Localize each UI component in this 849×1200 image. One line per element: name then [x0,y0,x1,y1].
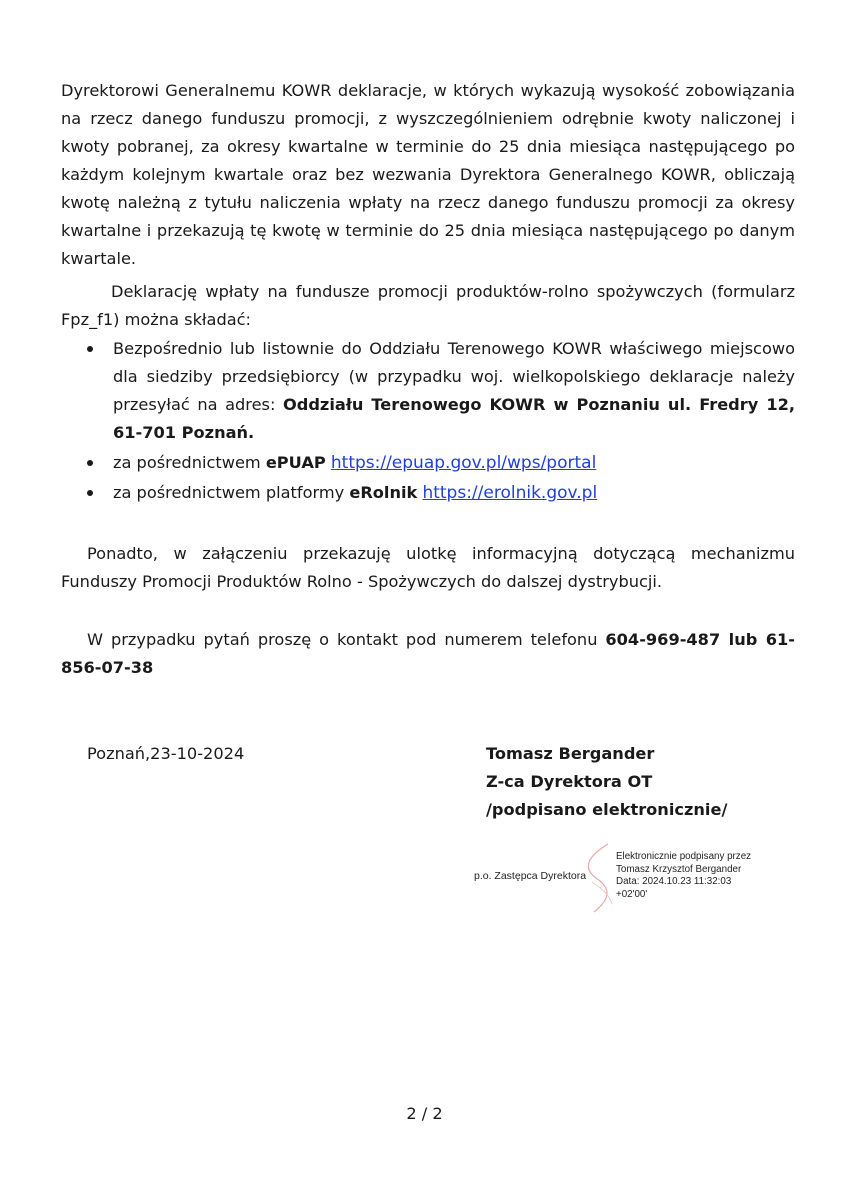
signed-electronically-note: /podpisano elektronicznie/ [486,800,728,819]
bullet-icon [87,490,93,496]
paragraph-declaration-submission: Deklarację wpłaty na fundusze promocji produktów-rolno spożywczych (formularz Fpz_f1) można składać: [61,282,795,329]
epuap-label: ePUAP [265,453,326,472]
bullet-icon [87,346,93,352]
esig-line: +02'00' [616,888,648,900]
paragraph-leaflet: Ponadto, w załączeniu przekazuję ulotkę informacyjną dotyczącą mechanizmu Funduszy Promocji Produktów Rolno - Spożywczych do dalszej dystrybucji. [61,544,795,591]
list-item-text: za pośrednictwem [113,453,266,472]
bullet-icon [87,460,93,466]
contact-phone-numbers: 604-969-487 lub 61-856-07-38 [61,630,796,677]
signer-name: Tomasz Bergander [486,744,655,763]
esig-role: p.o. Zastępca Dyrektora [474,870,587,882]
signature-mark-icon [578,842,618,914]
paragraph-declaration-obligations: Dyrektorowi Generalnemu KOWR deklaracje, w których wykazują wysokość zobowiązania na rzecz danego funduszu promocji, z wyszczególnieniem odrębnie kwoty naliczonej i kwoty pobranej, za okresy kwartalne w terminie do 25 dnia miesiąca następującego po każdym kolejnym kwartale oraz bez wezwania Dyrektora Generalnego KOWR, obliczają kwotę należną z tytułu naliczenia wpłaty na rzecz danego funduszu promocji za okresy kwartalne i przekazują tę kwotę w terminie do 25 dnia miesiąca następującego po danym kwartale. [61,81,795,268]
erolnik-label: eRolnik [349,483,418,502]
page-number: 2 / 2 [406,1104,443,1123]
epuap-link[interactable]: https://epuap.gov.pl/wps/portal [330,453,597,473]
place-date: Poznań,23-10-2024 [87,744,245,763]
list-item-text: Bezpośrednio lub listownie do Oddziału Terenowego KOWR właściwego miejscowo dla siedziby przedsiębiorcy (w przypadku woj. wielkopolskiego deklaracje należy przesyłać na adres: [113,339,795,414]
list-item-postal [61,335,795,447]
contact-text: W przypadku pytań proszę o kontakt pod numerem telefonu [87,630,606,649]
erolnik-link[interactable]: https://erolnik.gov.pl [422,483,598,503]
electronic-signature-stamp [470,842,790,914]
esig-details [616,851,751,901]
list-item-erolnik [61,479,795,507]
signature-block [486,740,727,824]
esig-line: Data: 2024.10.23 11:32:03 [616,876,732,887]
list-item-epuap [61,449,795,477]
esig-line: Elektronicznie podpisany przez [616,851,752,862]
office-address: Oddziału Terenowego KOWR w Poznaniu ul. Fredry 12, 61-701 Poznań. [113,395,796,442]
signer-title: Z-ca Dyrektora OT [486,772,653,791]
paragraph-contact [61,626,795,682]
list-item-text: za pośrednictwem platformy [113,483,350,502]
esig-line: Tomasz Krzysztof Bergander [616,863,742,875]
submission-methods-list [61,335,795,509]
